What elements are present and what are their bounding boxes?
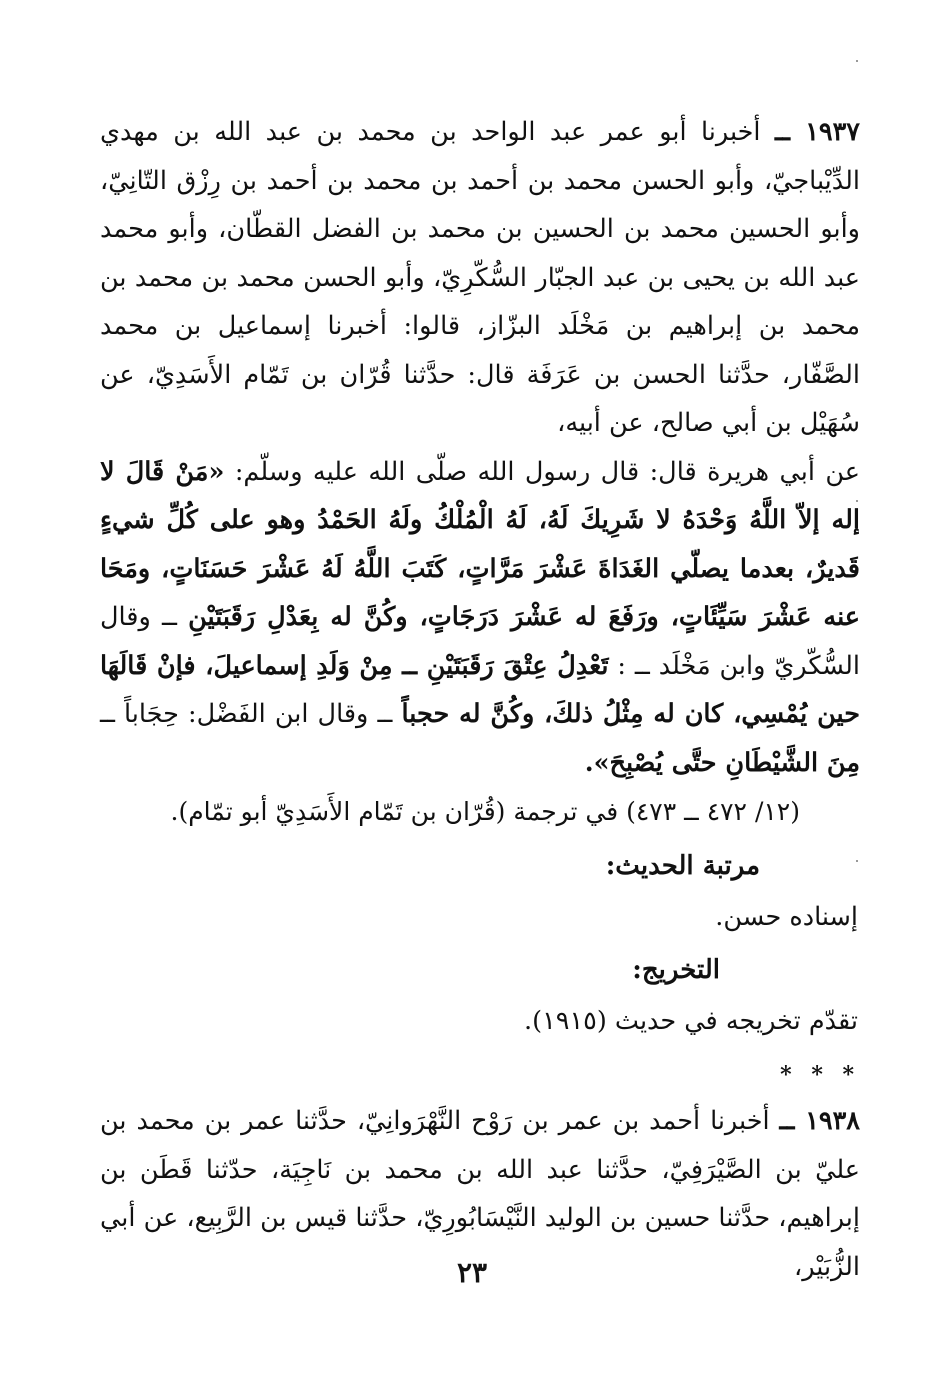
scan-mark: [856, 60, 858, 62]
hadith-number: ١٩٣٧ ــ: [775, 117, 860, 147]
hadith-isnad-1938: أخبرنا أحمد بن عمر بن رَوْح النَّهْرَوانِيّ، حدَّثنا عمر بن محمد بن عليّ بن الصَّيْرَفِيّ، حدَّثنا عبد الله بن محمد بن نَاجِيَة، حدّثنا قَطَن بن إبراهيم، حدَّثنا حسين بن الوليد النَّيْسَابُورِيّ، حدَّثنا قيس بن الرَّبِيع، عن أبي الزُّبَيْر،: [100, 1106, 860, 1282]
scan-mark: [856, 860, 858, 862]
matn-intro: عن أبي هريرة قال: قال رسول الله صلّى الله عليه وسلّم:: [234, 456, 860, 487]
grade-heading: مرتبة الحديث:: [605, 851, 760, 881]
hadith-matn: [100, 448, 860, 788]
source-reference: (١٢/ ٤٧٢ ــ ٤٧٣) في ترجمة (قُرّان بن تَمّام الأَسَدِيّ أبو تمّام).: [170, 797, 800, 826]
section-separator: * * *: [780, 1062, 860, 1088]
takhrij-text: تقدّم تخريجه في حديث (١٩١٥).: [524, 1006, 858, 1036]
matn-text-end: مِنَ الشَّيْطَانِ حتَّى يُصْبِحَ».: [584, 747, 860, 778]
hadith-1937: [100, 108, 860, 448]
matn-text: «مَنْ قَالَ لا إله إلاّ اللَّهُ وَحْدَهُ لا شَرِيكَ لَهُ، لَهُ الْمُلْكُ ولَهُ الحَمْدُ وهو على كُلِّ شيءٍ قَديرٌ، بعدما يصلّي الغَدَاةَ عَشْرَ مَرَّاتٍ، كَتَبَ اللَّهُ لَهُ عَشْرَ حَسَنَاتٍ، ومَحَا عنه عَشْرَ سَيِّئَاتٍ، ورَفَعَ له عَشْرَ دَرَجَاتٍ، وكُنَّ له بِعَدْلِ رَقَبَتَيْنِ: [100, 456, 860, 632]
hadith-isnad: أخبرنا أبو عمر عبد الواحد بن محمد بن عبد الله بن مهدي الدِّيْباجيّ، وأبو الحسن محمد بن أحمد بن محمد بن أحمد بن رِزْق التّانِيّ، وأبو الحسين محمد بن الحسين بن محمد بن الفضل القطّان، وأبو محمد عبد الله بن يحيى بن عبد الجبّار السُّكّرِيّ، وأبو الحسن محمد بن محمد بن محمد بن إبراهيم بن مَخْلَد البزّاز، قالوا: أخبرنا إسماعيل بن محمد الصَّفّار، حدَّثنا الحسن بن عَرَفَة قال: حدَّثنا قُرّان بن تَمّام الأَسَدِيّ، عن سُهَيْل بن أبي صالح، عن أبيه،: [100, 117, 860, 438]
page-number: ٢٣: [456, 1256, 488, 1289]
scan-mark: [856, 500, 858, 502]
matn-text-cont: تَعْدِلُ عِتْقَ رَقَبَتَيْنِ ــ مِنْ وَلَدِ إسماعيلَ، فإنْ قَالَهَا حين يُمْسِي، كان له مِثْلُ ذلكَ، وكُنَّ له حجباً: [100, 650, 861, 729]
matn-variant-note: ــ وقال السُّكّريّ وابن مَخْلَد ــ :: [100, 602, 861, 681]
takhrij-heading: التخريج:: [632, 955, 720, 985]
page-body: [100, 108, 860, 1291]
grade-text: إسناده حسن.: [715, 902, 858, 932]
matn-variant-note-2: ــ وقال ابن الفَضْل: حِجَاباً ــ: [100, 699, 393, 729]
hadith-number-1938: ١٩٣٨ ــ: [779, 1106, 860, 1136]
